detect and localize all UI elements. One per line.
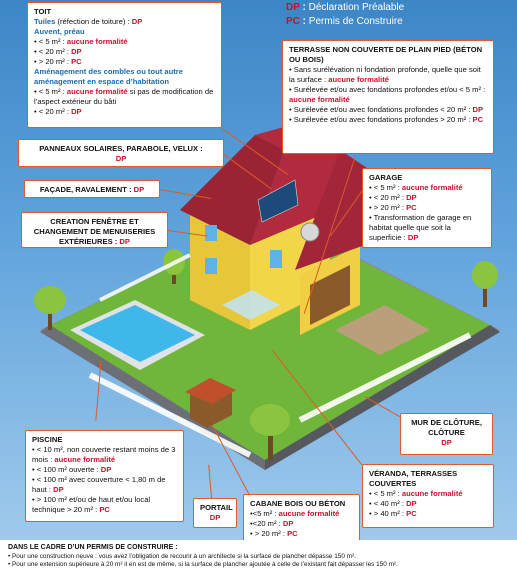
veranda-box: VÉRANDA, TERRASSES COUVERTES • < 5 m² : aucune formalité • < 40 m² : DP • > 40 m² : PC [362,464,494,528]
piscine-box: PISCINE • < 10 m², non couverte restant moins de 3 mois : aucune formalité • < 100 m² ouverte : DP • < 100 m² avec couverture < 1,80 m de haut : DP • > 100 m² et/ou de haut et/ou local technique > 20 m² : PC [25,430,184,522]
mur-title: MUR DE CLÔTURE, CLÔTURE [411,418,482,438]
portail-box [193,498,237,528]
legend-pc: PC : Permis de Construire [286,15,403,27]
panneaux-value: DP [115,154,127,164]
veranda-title: VÉRANDA, TERRASSES COUVERTES [369,469,458,489]
satellite-dish [301,223,319,241]
toit-title: TOIT [34,7,52,16]
mur-value: DP [441,438,452,448]
portail-title: PORTAIL [200,503,233,512]
window-1 [205,225,217,241]
toit-auvent: Auvent, préau [34,27,85,37]
tree-right [472,261,498,289]
panneaux-title: PANNEAUX SOLAIRES, PARABOLE, VELUX : [39,144,203,153]
fenetre-value: DP [119,237,130,247]
cabane-box: CABANE BOIS OU BÉTON •<5 m² : aucune formalité •<20 m² : DP • > 20 m² : PC [243,494,360,542]
mur-box [400,413,493,455]
tree-left [34,286,66,314]
toit-box: TOIT Tuiles (réfection de toiture) : DP Auvent, préau • < 5 m² : aucune formalité • < 20 m² : DP • > 20 m² : PC Aménagement des combles ou tout autre aménagement en espace d’habitation • < 5 m² : aucune formalité si pas de modification de l’aspect extérieur du bâti • < 20 m² : DP [27,2,222,128]
garage-title: GARAGE [369,173,403,182]
toit-combles: Aménagement des combles ou tout autre aménagement en espace d’habitation [34,67,183,87]
legend [286,1,404,28]
footer-note [0,540,517,582]
piscine-title: PISCINE [32,435,63,444]
tree-front [250,404,290,436]
window-3 [270,250,282,268]
panneaux-box [18,139,224,167]
cabane-title: CABANE BOIS OU BÉTON [250,499,346,508]
fenetre-box [21,212,168,248]
legend-dp: DP : Déclaration Préalable [286,2,405,13]
window-2 [205,258,217,274]
facade-value: DP [133,185,145,194]
footer-title: DANS LE CADRE D’UN PERMIS DE CONSTRUIRE : [8,544,178,551]
terrasse-title: TERRASSE NON COUVERTE DE PLAIN PIED (BÉTON OU BOIS) [289,45,483,65]
footer-line-1: • Pour une construction neuve : vous avez l’obligation de recourir à un architecte si la surface de plancher dépasse 150 m². [8,552,356,560]
fenetre-title: CREATION FENÊTRE ET CHANGEMENT DE MENUISERIES EXTÉRIEURES : [33,217,156,247]
footer-line-2: • Pour une extension supérieure à 20 m² il en est de même, si la surface de plancher ajoutée à celle de l’existant fait dépasser les 150 m². [8,561,398,569]
garage-box: GARAGE • < 5 m² : aucune formalité • < 20 m² : DP • > 20 m² : PC • Transformation de garage en habitat quelle que soit la superficie : DP [362,168,492,248]
facade-title: FAÇADE, RAVALEMENT : [39,185,134,194]
facade-box [24,180,160,198]
terrasse-box: TERRASSE NON COUVERTE DE PLAIN PIED (BÉTON OU BOIS) • Sans surélévation ni fondation profonde, quelle que soit la surface : aucune formalité • Surélevée et/ou avec fondations profondes et/ou < 5 m² : aucune formalité • Surélevée et/ou avec fondations profondes < 20 m² : DP • Surélevée et/ou avec fondations profondes > 20 m² : PC [282,40,494,154]
portail-value: DP [209,513,221,523]
